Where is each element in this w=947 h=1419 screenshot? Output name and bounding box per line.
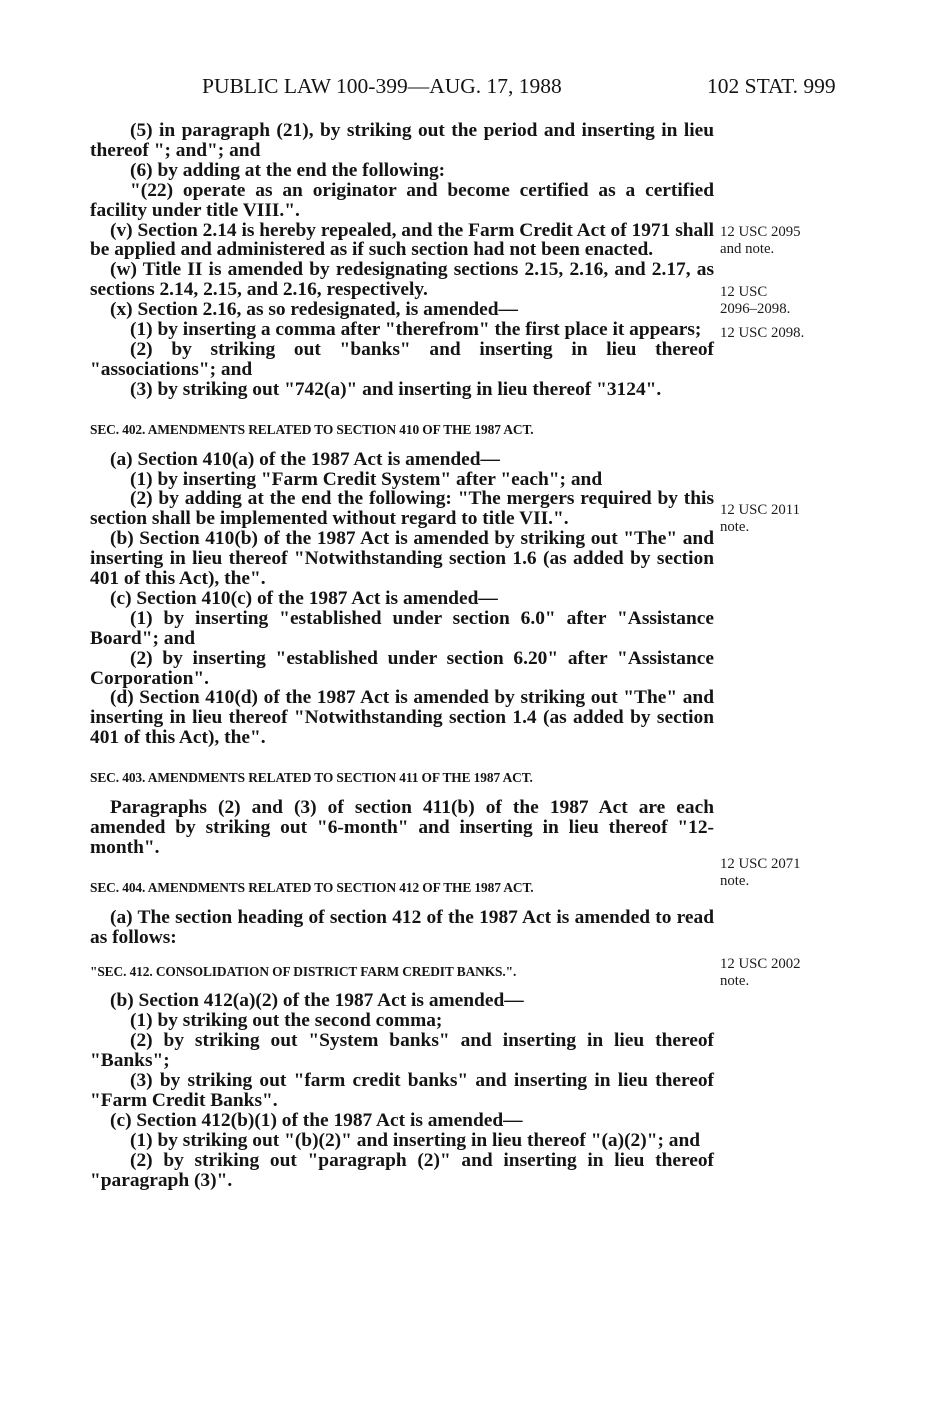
paragraph-402c1: (1) by inserting "established under section 6.0" after "Assistance Board"; and bbox=[90, 607, 714, 649]
paragraph-404b2: (2) by striking out "System banks" and inserting in lieu thereof "Banks"; bbox=[90, 1030, 714, 1072]
margin-note-2002 bbox=[720, 956, 840, 990]
margin-note-line: note. bbox=[720, 519, 750, 535]
margin-note-2095 bbox=[720, 224, 840, 258]
paragraph-402a: (a) Section 410(a) of the 1987 Act is amended— bbox=[110, 448, 500, 470]
paragraph-x1: (1) by inserting a comma after "therefrom" the first place it appears; bbox=[130, 319, 702, 341]
margin-note-2071 bbox=[720, 856, 840, 890]
margin-note-line: note. bbox=[720, 873, 750, 889]
page-header bbox=[0, 74, 947, 104]
margin-note-2011 bbox=[720, 502, 840, 536]
section-404-heading: SEC. 404. AMENDMENTS RELATED TO SECTION 412 OF THE 1987 ACT. bbox=[90, 879, 534, 895]
margin-note-line: 12 USC bbox=[720, 284, 768, 300]
section-402-heading: SEC. 402. AMENDMENTS RELATED TO SECTION 410 OF THE 1987 ACT. bbox=[90, 421, 534, 437]
margin-note-2098 bbox=[720, 325, 840, 342]
paragraph-x3: (3) by striking out "742(a)" and inserting in lieu thereof "3124". bbox=[130, 378, 662, 400]
paragraph-402b: (b) Section 410(b) of the 1987 Act is amended by striking out "The" and inserting in lieu thereof "Notwithstanding section 1.6 (as added by section 401 of this Act), the". bbox=[90, 528, 714, 590]
paragraph-404b3: (3) by striking out "farm credit banks" and inserting in lieu thereof "Farm Credit Banks". bbox=[90, 1070, 714, 1111]
paragraph-402a2: (2) by adding at the end the following: "The mergers required by this section shall be implemented without regard to title VII.". bbox=[90, 488, 714, 530]
margin-note-line: 2096–2098. bbox=[720, 301, 791, 317]
paragraph-404c2: (2) by striking out "paragraph (2)" and inserting in lieu thereof "paragraph (3)". bbox=[90, 1149, 714, 1191]
margin-note-line: 12 USC 2071 bbox=[720, 856, 801, 872]
margin-note-2096-2098 bbox=[720, 284, 840, 318]
paragraph-404b: (b) Section 412(a)(2) of the 1987 Act is amended— bbox=[110, 990, 524, 1012]
paragraph-v: (v) Section 2.14 is hereby repealed, and the Farm Credit Act of 1971 shall be applied and administered as if such section had not been enacted. bbox=[90, 219, 714, 261]
margin-note-line: note. bbox=[720, 973, 750, 989]
paragraph-402c: (c) Section 410(c) of the 1987 Act is amended— bbox=[110, 587, 498, 609]
section-403-heading: SEC. 403. AMENDMENTS RELATED TO SECTION 411 OF THE 1987 ACT. bbox=[90, 770, 533, 786]
margin-note-line: and note. bbox=[720, 241, 775, 257]
paragraph-404c: (c) Section 412(b)(1) of the 1987 Act is amended— bbox=[110, 1109, 523, 1131]
paragraph-5: (5) in paragraph (21), by striking out the period and inserting in lieu thereof "; and"; and bbox=[90, 120, 714, 161]
document-body bbox=[90, 121, 714, 1191]
paragraph-404c1: (1) by striking out "(b)(2)" and inserting in lieu thereof "(a)(2)"; and bbox=[130, 1129, 701, 1151]
paragraph-402c2: (2) by inserting "established under section 6.20" after "Assistance Corporation". bbox=[90, 647, 714, 689]
paragraph-w: (w) Title II is amended by redesignating sections 2.15, 2.16, and 2.17, as sections 2.14, 2.15, and 2.16, respectively. bbox=[90, 259, 714, 301]
paragraph-x: (x) Section 2.16, as so redesignated, is amended— bbox=[110, 299, 518, 321]
paragraph-6: (6) by adding at the end the following: bbox=[130, 159, 446, 181]
paragraph-403: Paragraphs (2) and (3) of section 411(b) of the 1987 Act are each amended by striking out "6-month" and inserting in lieu thereof "12-month". bbox=[90, 797, 714, 858]
paragraph-404b1: (1) by striking out the second comma; bbox=[130, 1010, 443, 1032]
paragraph-22: "(22) operate as an originator and become certified as a certified facility under title VIII.". bbox=[90, 179, 714, 221]
header-stat-number: 102 STAT. 999 bbox=[707, 74, 836, 98]
paragraph-x2: (2) by striking out "banks" and inserting in lieu thereof "associations"; and bbox=[90, 338, 714, 380]
paragraph-402a1: (1) by inserting "Farm Credit System" after "each"; and bbox=[130, 468, 603, 490]
margin-note-line: 12 USC 2095 bbox=[720, 224, 801, 240]
paragraph-404a: (a) The section heading of section 412 of the 1987 Act is amended to read as follows: bbox=[90, 906, 714, 948]
section-412-heading: "SEC. 412. CONSOLIDATION OF DISTRICT FARM CREDIT BANKS.". bbox=[90, 963, 517, 979]
paragraph-402d: (d) Section 410(d) of the 1987 Act is amended by striking out "The" and inserting in lieu thereof "Notwithstanding section 1.4 (as added by section 401 of this Act), the". bbox=[90, 687, 714, 749]
margin-note-line: 12 USC 2011 bbox=[720, 502, 801, 518]
margin-note-line: 12 USC 2002 bbox=[720, 956, 801, 972]
header-title: PUBLIC LAW 100-399—AUG. 17, 1988 bbox=[202, 74, 562, 98]
margin-note-line: 12 USC 2098. bbox=[720, 325, 805, 341]
